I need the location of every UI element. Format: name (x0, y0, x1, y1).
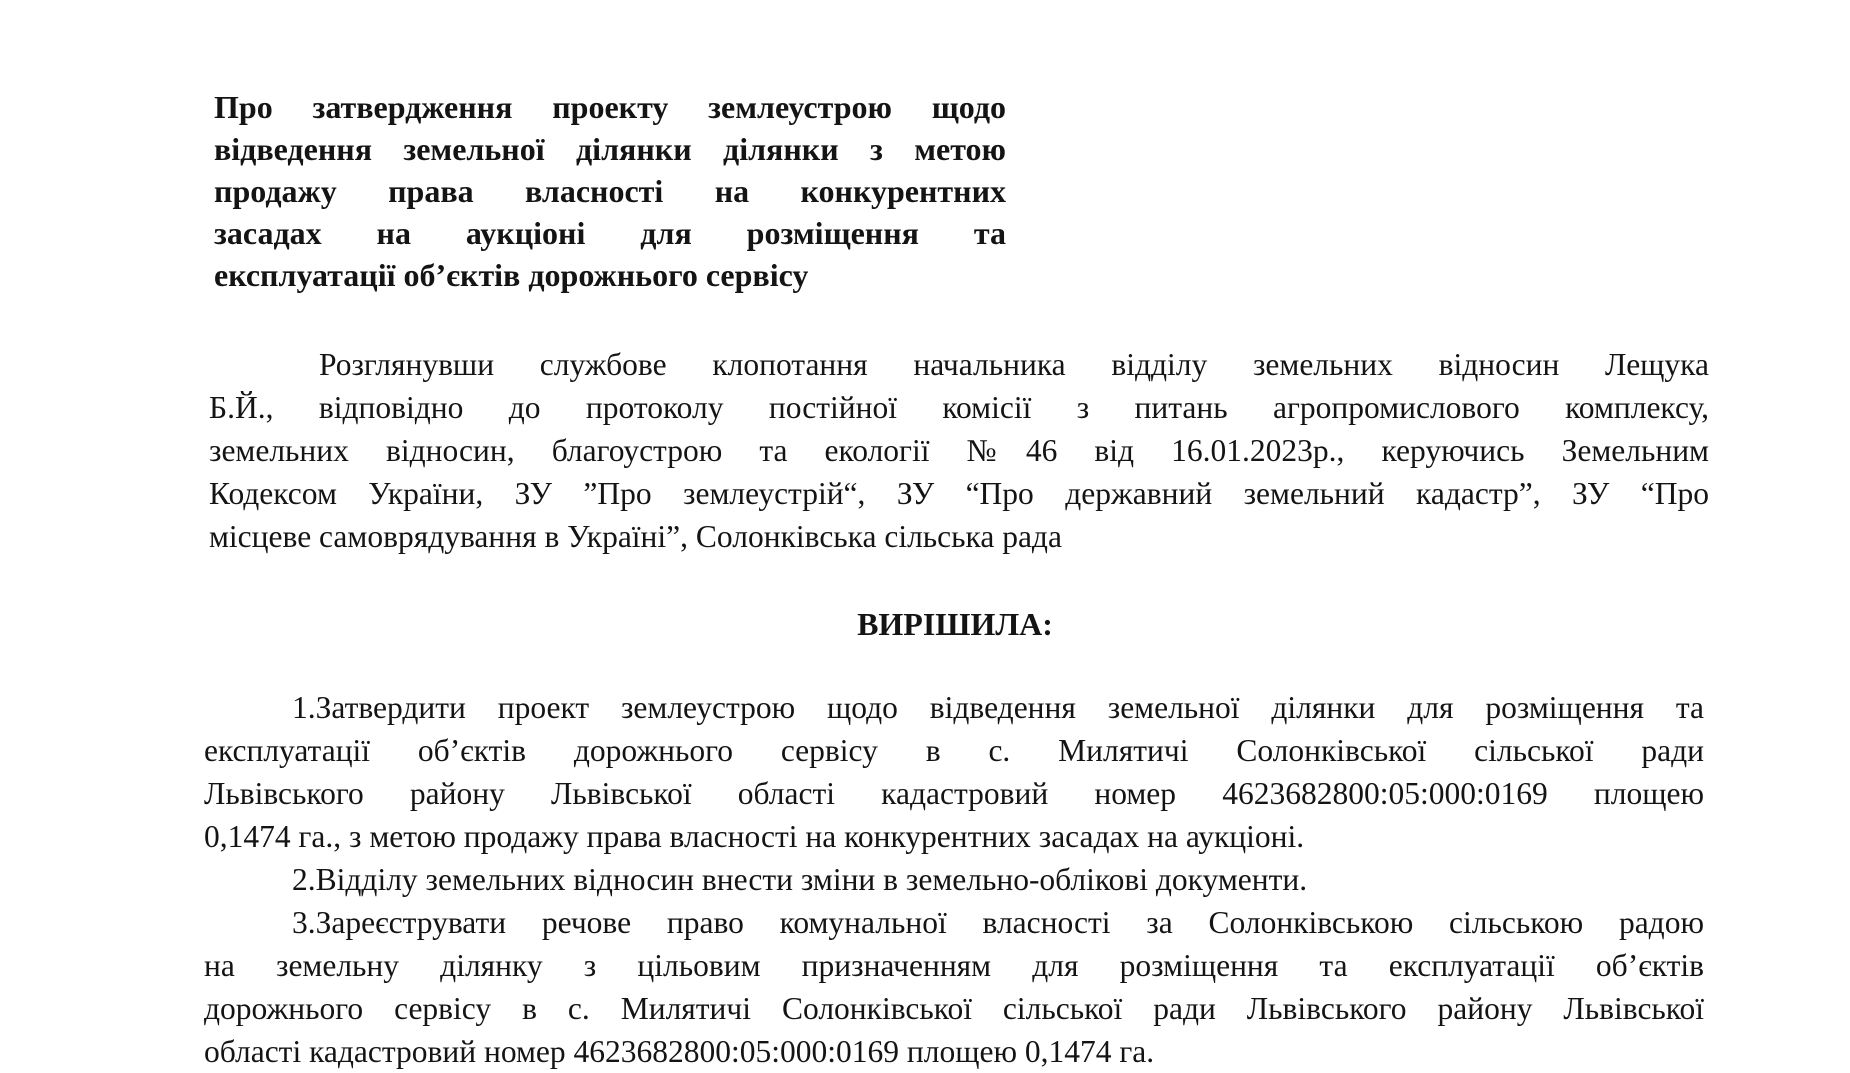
decisions-list (204, 686, 1704, 1073)
preamble-line: місцеве самоврядування в Україні”, Солонківська сільська рада (209, 519, 1062, 554)
preamble-line: Розглянувши службове клопотання начальника відділу земельних відносин Лещука (319, 347, 1709, 382)
preamble-line: Б.Й., відповідно до протоколу постійної комісії з питань агропромислового комплексу, (209, 390, 1709, 425)
decision-line: експлуатації об’єктів дорожнього сервісу в с. Милятичі Солонківської сільської ради (204, 733, 1704, 768)
preamble-line: Кодексом України, ЗУ ”Про землеустрій“, ЗУ “Про державний земельний кадастр”, ЗУ “Про (209, 476, 1709, 511)
title-line: засадах на аукціоні для розміщення та (214, 215, 1006, 251)
title-line: відведення земельної ділянки ділянки з метою (214, 131, 1006, 167)
preamble-paragraph (209, 343, 1709, 558)
decided-heading: ВИРІШИЛА: (857, 606, 1053, 642)
title-line: експлуатації об’єктів дорожнього сервісу (214, 257, 809, 293)
decision-line: 0,1474 га., з метою продажу права власності на конкурентних засадах на аукціоні. (204, 819, 1305, 854)
title-line: Про затвердження проекту землеустрою щодо (214, 89, 1006, 125)
preamble-line: земельних відносин, благоустрою та екології №46 від 16.01.2023р., керуючись Земельним (209, 433, 1709, 468)
decision-line: 2.Відділу земельних відносин внести зміни в земельно-облікові документи. (292, 862, 1308, 897)
decision-line: на земельну ділянку з цільовим призначенням для розміщення та експлуатації об’єктів (204, 948, 1704, 983)
document-title (214, 86, 1006, 296)
decision-line: 1.Затвердити проект землеустрою щодо відведення земельної ділянки для розміщення та (292, 690, 1704, 725)
decision-line: області кадастровий номер 4623682800:05:000:0169 площею 0,1474 га. (204, 1034, 1155, 1069)
decision-line: Львівського району Львівської області кадастровий номер 4623682800:05:000:0169 площею (204, 776, 1704, 811)
decision-line: дорожнього сервісу в с. Милятичі Солонківської сільської ради Львівського району Львівської (204, 991, 1704, 1026)
title-line: продажу права власності на конкурентних (214, 173, 1006, 209)
decision-line: 3.Зареєструвати речове право комунальної власності за Солонківською сільською радою (292, 905, 1704, 940)
